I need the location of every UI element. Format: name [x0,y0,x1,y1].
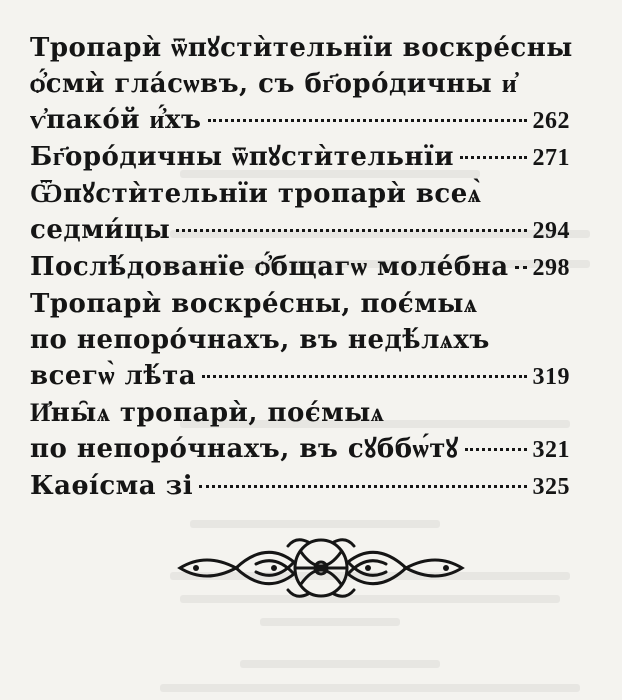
ornament-icon [176,532,466,604]
toc-entry-line: ѻ҆́смѝ гла́сѡвъ, съ бг҃оро́дичны и҆ [30,69,518,99]
toc-entry-last-line: ѵ҆пако́й и҆́хъ 262 [30,102,570,139]
toc-entry [30,176,570,249]
toc-entry-last-line: Бг҃оро́дичны ѿпꙋстѝтельнїи 271 [30,139,570,176]
page-number: 319 [532,364,570,390]
toc-entry-last-line: Послѣ́дованїе ѻ҆́бщагѡ моле́бна 298 [30,249,570,286]
page-number: 298 [532,255,570,281]
dot-leader [465,448,527,451]
toc-entry-line: Тропарѝ ѿпꙋстѝтельнїи воскре́сны [30,33,573,63]
dot-leader [202,375,526,378]
toc-entry-line: Тропарѝ воскре́сны, поє́мыѧ [30,289,478,319]
toc-entry [30,139,570,176]
page-number: 262 [532,108,570,134]
toc-entry-line: И҆ны̑ѧ тропарѝ, поє́мыѧ [30,398,385,428]
toc-entry [30,395,570,468]
toc-entry [30,249,570,286]
toc-entry [30,30,573,139]
table-of-contents [30,30,573,505]
toc-entry-last-line: седми́цы 294 [30,212,570,249]
page-number: 271 [532,145,570,171]
dot-leader [208,119,527,122]
toc-entry-line: по непоро́чнахъ, въ недѣ́лѧхъ [30,325,490,355]
page-number: 294 [532,218,570,244]
toc-entry [30,286,570,395]
toc-entry-last-line: Каѳі́сма зі 325 [30,468,570,505]
toc-entry [30,468,570,505]
page-number: 321 [532,437,570,463]
dot-leader [460,156,526,159]
toc-entry-last-line: по непоро́чнахъ, въ сꙋббѡ́тꙋ 321 [30,431,570,468]
page-number: 325 [532,474,570,500]
dot-leader [176,229,526,232]
dot-leader [515,266,527,269]
dot-leader [199,485,526,488]
toc-entry-line: Ѿпꙋстѝтельнїи тропарѝ всеѧ̀ [30,179,482,209]
toc-entry-last-line: всегѡ̀ лѣ́та 319 [30,358,570,395]
